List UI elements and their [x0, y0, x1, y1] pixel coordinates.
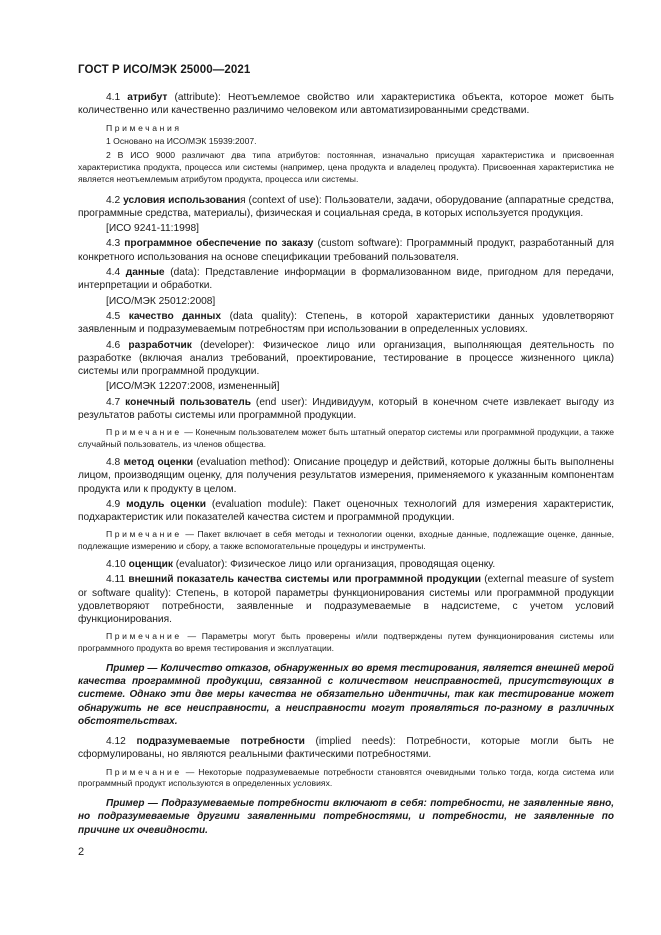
- term: оценщик: [128, 559, 173, 570]
- note-4-9: Примечание — Пакет включает в себя методы и технологии оценки, входные данные, подлежащие оценке, данные, подлежащие измерению и сбору, а также вспомогательные процедуры и инструменты.: [78, 529, 614, 552]
- note-4-12: Примечание — Некоторые подразумеваемые потребности становятся очевидными только тогда, когда система или программный продукт используются в определенных условиях.: [78, 766, 614, 789]
- entry-4-3: 4.3 программное обеспечение по заказу (custom software): Программный продукт, разработанный для конкретного использования на основе спецификации требований пользователя.: [78, 238, 614, 263]
- note-4-11: Примечание — Параметры могут быть проверены и/или подтверждены путем функционирования системы или программного продукта во время тестирования и эксплуатации.: [78, 631, 614, 654]
- entry-4-11: 4.11 внешний показатель качества системы или программной продукции (external measure of system or software quality): Степень, в которой параметры функционирования системы или программной продукции удовлетворяют потребности, заявленные и подразумеваемые в надсистеме, с учетом условий функционирования.: [78, 574, 614, 626]
- note-4-1-1: 1 Основано на ИСО/МЭК 15939:2007.: [106, 136, 257, 147]
- document-body: [78, 91, 614, 844]
- term: модуль оценки: [126, 498, 206, 510]
- note-4-1-2: 2 В ИСО 9000 различают два типа атрибутов: постоянная, изначально присущая характеристика и присвоенная характеристика продукта, процесса или системы (например, цена продукта и владелец продукта). Присвоенная характеристика не является неотъемлемым атрибутом продукта, процесса или системы.: [78, 150, 614, 184]
- entry-4-8: 4.8 метод оценки (evaluation method): Описание процедур и действий, которые должны быть выполнены лицом, производящим оценку, для получения результатов измерения, применяемого к указанным компонентам продукта или к продукту в целом.: [78, 456, 614, 495]
- example-4-11: Пример — Количество отказов, обнаруженных во время тестирования, является внешней мерой качества программной продукции, связанной с количеством неисправностей, присутствующих в системе. Однако эти две меры качества не обязательно идентичны, так как тестирование может обнаружить не все неисправности, а неисправности могут проявляться по-разному в различных обстоятельствах.: [78, 663, 614, 727]
- term: данные: [125, 267, 165, 279]
- notes-heading: Примечания: [106, 122, 182, 133]
- term: разработчик: [128, 339, 192, 351]
- entry-4-12: 4.12 подразумеваемые потребности (implied needs): Потребности, которые могли быть не сформулированы, но являются реальными фактическими потребностями.: [78, 736, 614, 761]
- entry-4-1: 4.1 атрибут (attribute): Неотъемлемое свойство или характеристика объекта, которое может быть количественно или качественно различимо человеком или автоматизированными средствами.: [78, 92, 614, 117]
- example-4-12: Пример — Подразумеваемые потребности включают в себя: потребности, не заявленные явно, но подразумеваемые другими заявленными потребностями, и потребности, не заявленные по причине их очевидности.: [78, 798, 614, 836]
- term: метод оценки: [123, 456, 194, 468]
- document-header: ГОСТ Р ИСО/МЭК 25000—2021: [78, 64, 251, 76]
- term: внешний показатель качества системы или программной продукции: [128, 574, 482, 586]
- ref-4-2: [ИСО 9241-11:1998]: [106, 223, 199, 235]
- term: качество данных: [128, 310, 222, 322]
- term: атрибут: [127, 92, 168, 103]
- page-number: 2: [78, 846, 85, 858]
- entry-4-2: 4.2 условия использования (context of use): Пользователи, задачи, оборудование (аппаратные средства, программные средства, материалы), физическая и социальная среда, в которых используется продукция.: [78, 194, 614, 219]
- entry-4-7: 4.7 конечный пользователь (end user): Индивидуум, который в конечном счете извлекает выгоду из результатов работы системы или программной продукции.: [78, 396, 615, 422]
- ref-4-4: [ИСО/МЭК 25012:2008]: [106, 295, 216, 307]
- entry-4-6: 4.6 разработчик (developer): Физическое лицо или организация, выполняющая деятельность по разработке (включая анализ требований, проектирование, тестирование в процессе жизненного цикла) системы или программной продукции.: [78, 339, 614, 378]
- note-4-7: Примечание — Конечным пользователем может быть штатный оператор системы или программной продукции, а также случайный пользователь, из членов общества.: [78, 427, 614, 450]
- entry-4-9: 4.9 модуль оценки (evaluation module): Пакет оценочных технологий для измерения характеристик, подхарактеристик или показателей качества систем и программной продукции.: [78, 498, 614, 524]
- entry-4-10: 4.10 оценщик (evaluator): Физическое лицо или организация, проводящая оценку.: [106, 559, 496, 570]
- term: конечный пользователь: [125, 396, 251, 408]
- term: программное обеспечение по заказу: [124, 238, 314, 250]
- entry-4-4: 4.4 данные (data): Представление информации в формализованном виде, пригодном для передачи, интерпретации и обработки.: [78, 267, 614, 292]
- term: условия использовани: [123, 194, 241, 206]
- ref-4-6: [ИСО/МЭК 12207:2008, измененный]: [106, 381, 280, 393]
- term: подразумеваемые потребности: [136, 736, 305, 748]
- entry-4-5: 4.5 качество данных (data quality): Степень, в которой характеристики данных удовлетворяют заявленным и подразумеваемым потребностям при использовании в определенных условиях.: [78, 310, 614, 336]
